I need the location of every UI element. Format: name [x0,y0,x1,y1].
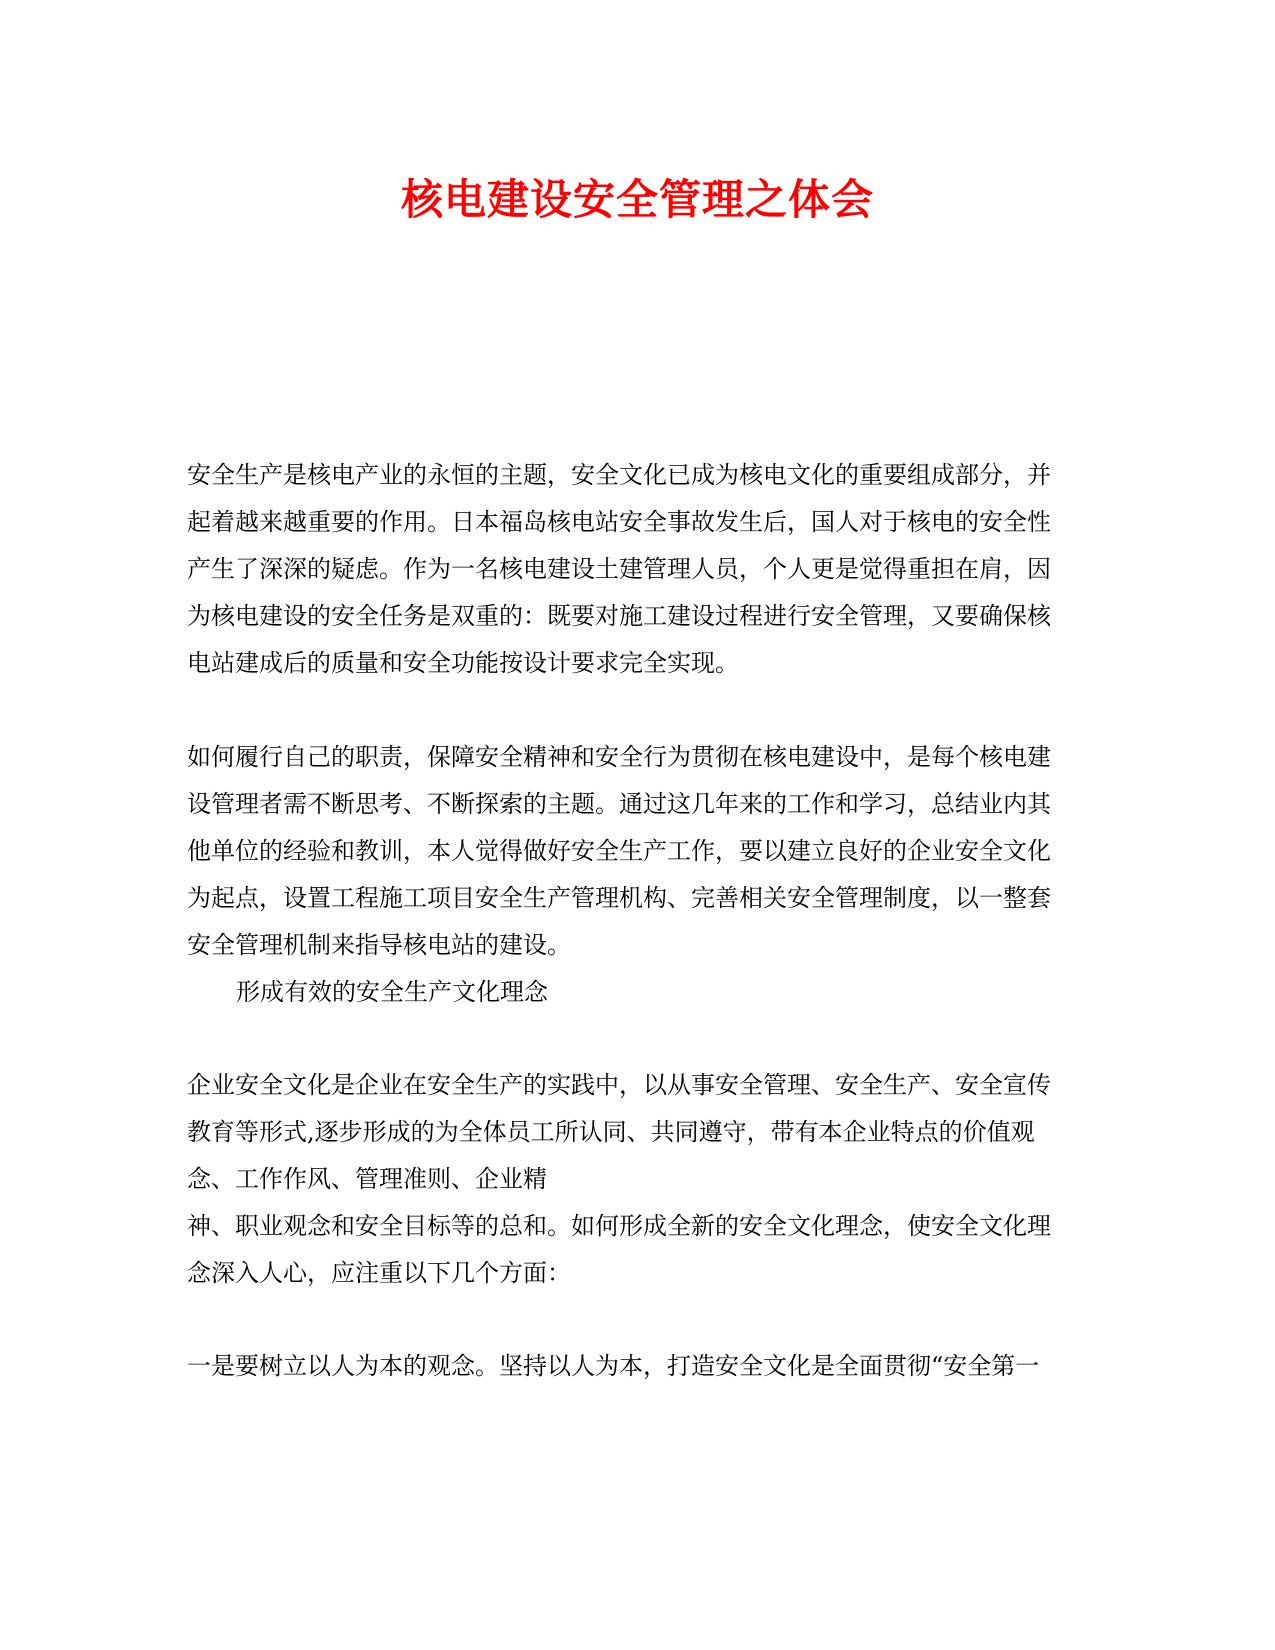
paragraph-2-line: 设管理者需不断思考、不断探索的主题。通过这几年来的工作和学习，总结业内其 [187,790,1051,818]
paragraph-1-line: 为核电建设的安全任务是双重的：既要对施工建设过程进行安全管理，又要确保核 [187,602,1051,630]
paragraph-3-line: 念深入人心，应注重以下几个方面： [187,1259,571,1287]
paragraph-2-line: 安全管理机制来指导核电站的建设。 [187,931,571,959]
paragraph-1-line: 电站建成后的质量和安全功能按设计要求完全实现。 [187,649,739,677]
paragraph-1-line: 起着越来越重要的作用。日本福岛核电站安全事故发生后，国人对于核电的安全性 [187,508,1051,536]
section-heading: 形成有效的安全生产文化理念 [236,978,548,1006]
paragraph-3-line: 念、工作作风、管理准则、企业精 [187,1165,547,1193]
paragraph-2-line: 为起点，设置工程施工项目安全生产管理机构、完善相关安全管理制度，以一整套 [187,884,1051,912]
paragraph-3-line: 神、职业观念和安全目标等的总和。如何形成全新的安全文化理念，使安全文化理 [187,1212,1051,1240]
paragraph-2-line: 如何履行自己的职责，保障安全精神和安全行为贯彻在核电建设中，是每个核电建 [187,743,1051,771]
paragraph-1-line: 产生了深深的疑虑。作为一名核电建设土建管理人员，个人更是觉得重担在肩，因 [187,555,1051,583]
paragraph-2-line: 他单位的经验和教训，本人觉得做好安全生产工作，要以建立良好的企业安全文化 [187,837,1051,865]
paragraph-1-line: 安全生产是核电产业的永恒的主题，安全文化已成为核电文化的重要组成部分，并 [187,461,1051,489]
paragraph-4-line: 一是要树立以人为本的观念。坚持以人为本，打造安全文化是全面贯彻“安全第一 [187,1352,1040,1380]
paragraph-3-line: 教育等形式,逐步形成的为全体员工所认同、共同遵守，带有本企业特点的价值观 [187,1118,1035,1146]
paragraph-3-line: 企业安全文化是企业在安全生产的实践中，以从事安全管理、安全生产、安全宣传 [187,1071,1051,1099]
document-title: 核电建设安全管理之体会 [400,175,874,224]
